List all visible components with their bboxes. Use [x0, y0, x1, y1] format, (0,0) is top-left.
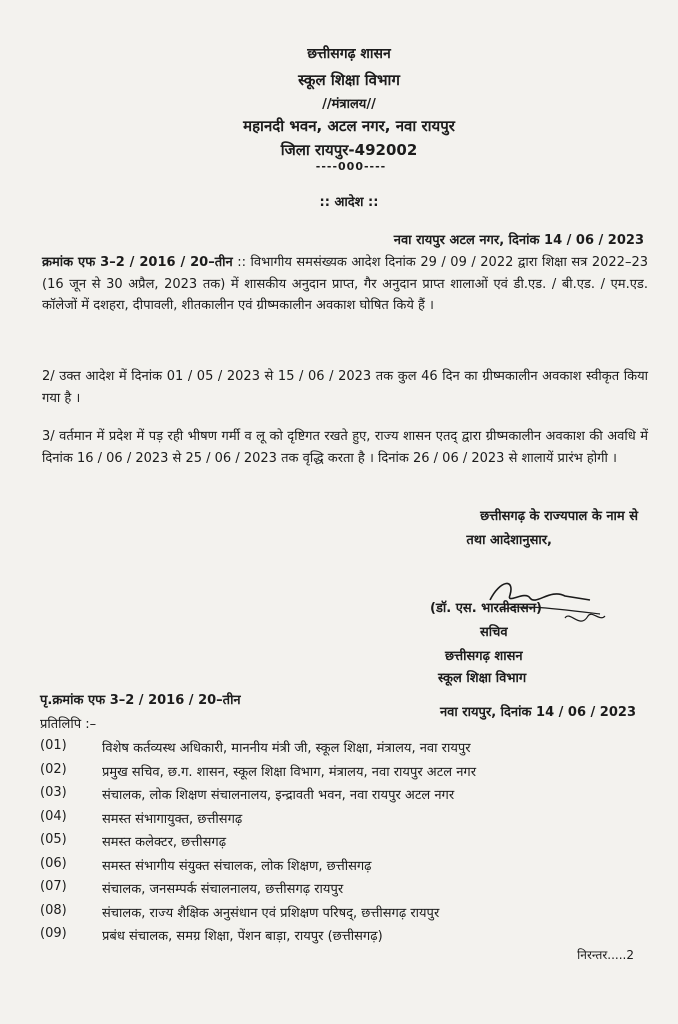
list-item — [40, 903, 650, 927]
list-item-text: संचालक, राज्य शैक्षिक अनुसंधान एवं प्रशिक्षण परिषद्, छत्तीसगढ़ रायपुर — [102, 905, 440, 921]
header-separator: ----000---- — [315, 160, 387, 173]
copy-list — [40, 738, 650, 950]
list-item — [40, 785, 650, 809]
order-date: नवा रायपुर अटल नगर, दिनांक 14 / 06 / 2023 — [393, 233, 644, 248]
list-item-text: समस्त संभागीय संयुक्त संचालक, लोक शिक्षण, छत्तीसगढ़ — [102, 858, 372, 874]
order-title: :: आदेश :: — [319, 195, 379, 210]
list-item-number: (03) — [40, 785, 67, 800]
endorsement-date: नवा रायपुर, दिनांक 14 / 06 / 2023 — [439, 705, 636, 720]
list-item-text: समस्त संभागायुक्त, छत्तीसगढ़ — [102, 811, 243, 827]
header-district: जिला रायपुर-492002 — [280, 141, 418, 159]
continued-marker: निरन्तर.....2 — [577, 948, 634, 962]
list-item-text: प्रमुख सचिव, छ.ग. शासन, स्कूल शिक्षा विभाग, मंत्रालय, नवा रायपुर अटल नगर — [102, 764, 477, 780]
list-item-number: (08) — [40, 902, 67, 918]
list-item-text: प्रबंध संचालक, समग्र शिक्षा, पेंशन बाड़ा, रायपुर (छत्तीसगढ़) — [102, 929, 383, 944]
list-item — [40, 832, 650, 856]
list-item-number: (09) — [40, 926, 67, 941]
list-item — [40, 926, 650, 950]
signatory-name: (डॉ. एस. भारतीदासन) — [430, 601, 542, 616]
governor-line-1: छत्तीसगढ़ के राज्यपाल के नाम से — [480, 509, 638, 524]
list-item-number: (05) — [40, 832, 67, 847]
list-item-number: (01) — [40, 738, 67, 753]
list-item-number: (02) — [40, 761, 67, 777]
paragraph-1 — [42, 252, 648, 317]
list-item-text: विशेष कर्तव्यस्थ अधिकारी, माननीय मंत्री जी, स्कूल शिक्षा, मंत्रालय, नवा रायपुर — [102, 741, 471, 756]
paragraph-3: 3/ वर्तमान में प्रदेश में पड़ रही भीषण गर्मी व लू को दृष्टिगत रखते हुए, राज्य शासन एतद् द्वारा ग्रीष्मकालीन अवकाश की अवधि में दिनांक 16 / 06 / 2023 से 25 / 06 / 2023 तक वृद्धि करता है । दिनांक 26 / 06 / 2023 से शालायें प्रारंभ होगी । — [42, 429, 648, 466]
list-item-text: संचालक, जनसम्पर्क संचालनालय, छत्तीसगढ़ रायपुर — [102, 882, 344, 897]
list-item-number: (06) — [40, 855, 67, 871]
header-ministry: //मंत्रालय// — [322, 97, 376, 112]
signatory-department: स्कूल शिक्षा विभाग — [438, 671, 527, 686]
paragraph-2: 2/ उक्त आदेश में दिनांक 01 / 05 / 2023 से 15 / 06 / 2023 तक कुल 46 दिन का ग्रीष्मकालीन अवकाश स्वीकृत किया गया है । — [42, 369, 648, 406]
list-item-number: (07) — [40, 879, 67, 894]
header-department: स्कूल शिक्षा विभाग — [298, 71, 400, 89]
signatory-role: सचिव — [480, 625, 508, 640]
copy-label: प्रतिलिपि :– — [40, 717, 97, 732]
list-item-text: समस्त कलेक्टर, छत्तीसगढ़ — [102, 835, 227, 850]
list-item — [40, 809, 650, 833]
list-item — [40, 856, 650, 880]
list-item — [40, 762, 650, 786]
endorsement-reference: पृ.क्रमांक एफ 3–2 / 2016 / 20–तीन — [40, 693, 241, 708]
list-item — [40, 879, 650, 903]
signatory-govt: छत्तीसगढ़ शासन — [445, 649, 523, 664]
governor-line-2: तथा आदेशानुसार, — [466, 533, 552, 548]
header-govt: छत्तीसगढ़ शासन — [307, 46, 391, 62]
header-address: महानदी भवन, अटल नगर, नवा रायपुर — [243, 117, 455, 135]
list-item — [40, 738, 650, 762]
list-item-text: संचालक, लोक शिक्षण संचालनालय, इन्द्रावती भवन, नवा रायपुर अटल नगर — [102, 788, 455, 803]
order-reference: क्रमांक एफ 3–2 / 2016 / 20–तीन — [42, 255, 233, 270]
paragraph-1-text: :: विभागीय समसंख्यक आदेश दिनांक 29 / 09 / 2022 द्वारा शिक्षा सत्र 2022–23 (16 जून से 30 अप्रैल, 2023 तक) में शासकीय अनुदान प्राप्त, गैर अनुदान प्राप्त शालाओं एवं डी.एड. / बी.एड. / एम.एड. कॉलेजों में दशहरा, दीपावली, शीतकालीन एवं ग्रीष्मकालीन अवकाश घोषित किये हैं । — [42, 255, 648, 313]
list-item-number: (04) — [40, 808, 67, 824]
